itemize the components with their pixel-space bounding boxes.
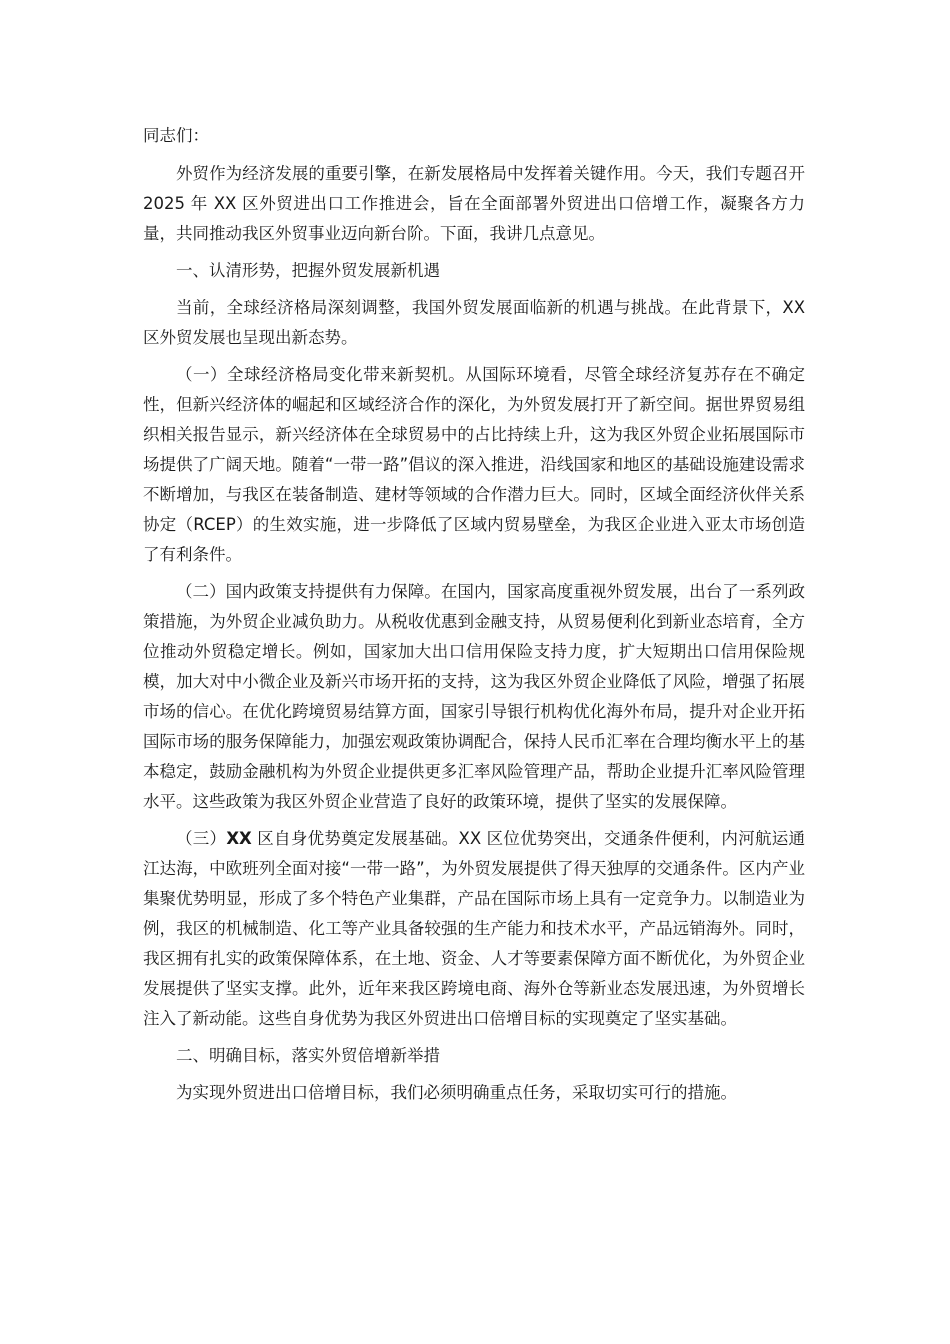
section-1-intro: 当前，全球经济格局深刻调整，我国外贸发展面临新的机遇与挑战。在此背景下，XX 区外贸发展也呈现出新态势。	[143, 298, 805, 347]
subsection-1-3	[143, 824, 805, 1034]
section-2-heading: 二、明确目标，落实外贸倍增新举措	[176, 1046, 440, 1065]
subsection-1-3-lead-prefix: （三）	[176, 829, 227, 848]
subsection-1-3-lead-rest: 区自身优势奠定发展基础。	[251, 829, 459, 848]
subsection-1-1-lead: （一）全球经济格局变化带来新契机。	[176, 365, 466, 384]
subsection-1-1	[143, 360, 805, 570]
subsection-1-3-lead-bold: XX	[226, 829, 252, 848]
section-2-intro: 为实现外贸进出口倍增目标，我们必须明确重点任务，采取切实可行的措施。	[176, 1083, 737, 1102]
subsection-1-3-body: XX 区位优势突出，交通条件便利，内河航运通江达海，中欧班列全面对接“一带一路”，为外贸发展提供了得天独厚的交通条件。区内产业集聚优势明显，形成了多个特色产业集群，产品在国际市场上具有一定竞争力。以制造业为例，我区的机械制造、化工等产业具备较强的生产能力和技术水平，产品远销海外。同时，我区拥有扎实的政策保障体系，在土地、资金、人才等要素保障方面不断优化，为外贸企业发展提供了坚实支撑。此外，近年来我区跨境电商、海外仓等新业态发展迅速，为外贸增长注入了新动能。这些自身优势为我区外贸进出口倍增目标的实现奠定了坚实基础。	[143, 829, 806, 1028]
document-body	[143, 121, 805, 1115]
subsection-1-1-body: 从国际环境看，尽管全球经济复苏存在不确定性，但新兴经济体的崛起和区域经济合作的深化，为外贸发展打开了新空间。据世界贸易组织相关报告显示，新兴经济体在全球贸易中的占比持续上升，这为我区外贸企业拓展国际市场提供了广阔天地。随着“一带一路”倡议的深入推进，沿线国家和地区的基础设施建设需求不断增加，与我区在装备制造、建材等领域的合作潜力巨大。同时，区域全面经济伙伴关系协定（RCEP）的生效实施，进一步降低了区域内贸易壁垒，为我区企业进入亚太市场创造了有利条件。	[143, 365, 806, 564]
section-1-heading: 一、认清形势，把握外贸发展新机遇	[176, 261, 440, 280]
subsection-1-2	[143, 577, 805, 817]
subsection-1-2-lead: （二）国内政策支持提供有力保障。	[176, 582, 441, 601]
subsection-1-2-body: 在国内，国家高度重视外贸发展，出台了一系列政策措施，为外贸企业减负助力。从税收优惠到金融支持，从贸易便利化到新业态培育，全方位推动外贸稳定增长。例如，国家加大出口信用保险支持力度，扩大短期出口信用保险规模，加大对中小微企业及新兴市场开拓的支持，这为我区外贸企业降低了风险，增强了拓展市场的信心。在优化跨境贸易结算方面，国家引导银行机构优化海外布局，提升对企业开拓国际市场的服务保障能力，加强宏观政策协调配合，保持人民币汇率在合理均衡水平上的基本稳定，鼓励金融机构为外贸企业提供更多汇率风险管理产品，帮助企业提升汇率风险管理水平。这些政策为我区外贸企业营造了良好的政策环境，提供了坚实的发展保障。	[143, 582, 806, 811]
salutation: 同志们：	[143, 126, 209, 145]
intro-paragraph: 外贸作为经济发展的重要引擎，在新发展格局中发挥着关键作用。今天，我们专题召开 2025 年 XX 区外贸进出口工作推进会，旨在全面部署外贸进出口倍增工作，凝聚各方力量，共同推动我区外贸事业迈向新台阶。下面，我讲几点意见。	[143, 164, 805, 243]
